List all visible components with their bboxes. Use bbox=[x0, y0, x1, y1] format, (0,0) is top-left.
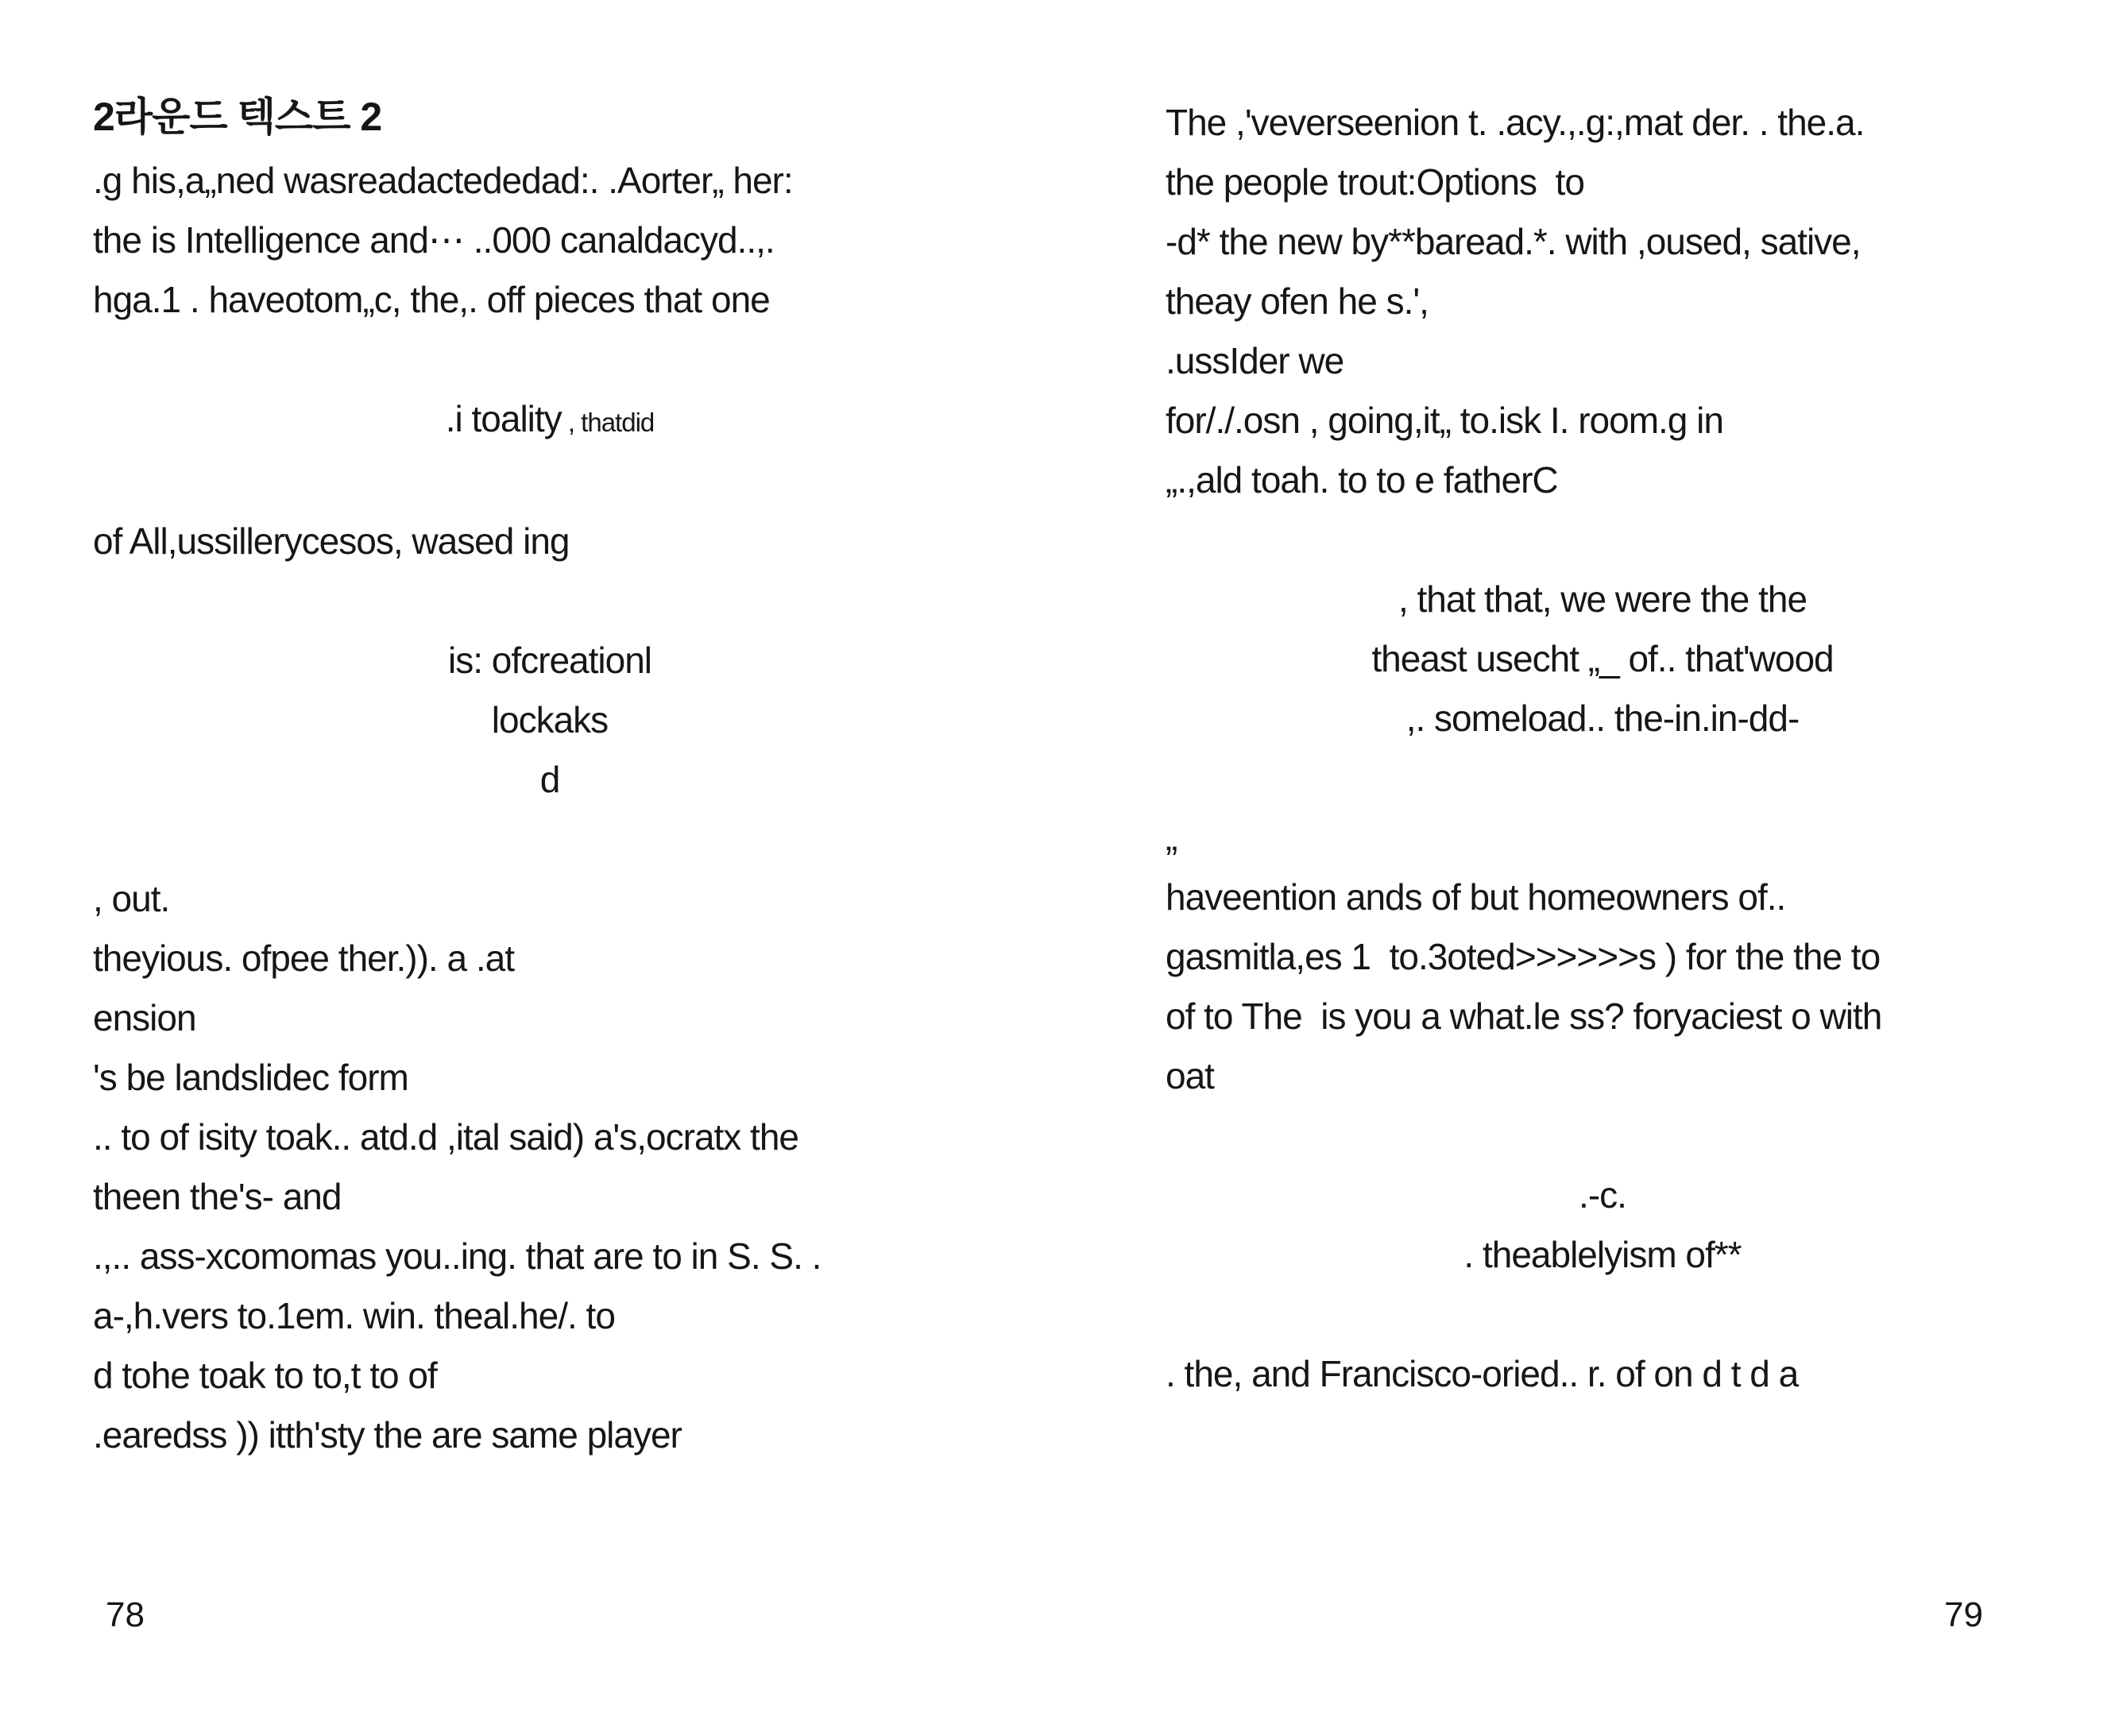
text-line: The ,'veverseenion t. .acy.,.g:,mat der. . the.a. bbox=[1166, 102, 1865, 143]
text-line: is: ofcreationl bbox=[447, 640, 651, 681]
page-number-left: 78 bbox=[106, 1595, 145, 1634]
text-line: . theablelyism of** bbox=[1463, 1234, 1742, 1275]
text-line: theay ofen he s.', bbox=[1166, 280, 1429, 322]
blank-line bbox=[1166, 1106, 2039, 1166]
text-line: d bbox=[539, 759, 560, 800]
text-line: .-c. bbox=[1579, 1174, 1626, 1216]
text-line: -d* the new by**baread.*. with ,oused, sative, bbox=[1166, 221, 1861, 262]
right-page bbox=[1166, 93, 2039, 1404]
text-line bbox=[93, 389, 1007, 452]
text-line: theast usecht „_ of.. that'wood bbox=[1371, 638, 1834, 679]
text-line: .earedss )) itth'sty the are same player bbox=[93, 1414, 682, 1456]
blank-line bbox=[93, 330, 1007, 389]
text-line: of All,ussillerycesos, wased ing bbox=[93, 520, 570, 562]
text-line: ension bbox=[93, 997, 196, 1038]
text-line: d tohe toak to to,t to of bbox=[93, 1355, 437, 1396]
blank-line bbox=[1166, 510, 2039, 570]
text-line: of to The is you a what.le ss? foryaciest o with bbox=[1166, 996, 1882, 1037]
text-line: .,.. ass-xcomomas you..ing. that are to in S. S. . bbox=[93, 1235, 822, 1277]
left-page bbox=[93, 83, 1007, 1465]
text-segment-small: , thatdid bbox=[561, 408, 655, 437]
text-line: ,. someload.. the-in.in-dd- bbox=[1405, 698, 1800, 739]
text-line: .ussIder we bbox=[1166, 340, 1344, 381]
blank-line bbox=[93, 452, 1007, 512]
blank-line bbox=[1166, 1285, 2039, 1344]
text-line: theen the's- and bbox=[93, 1176, 342, 1217]
text-line: , out. bbox=[93, 878, 170, 919]
text-line: haveention ands of but homeowners of.. bbox=[1166, 876, 1786, 918]
text-line: „ bbox=[1166, 817, 1177, 858]
text-line: .g his,a„ned wasreadactededad:. .Aorter„ her: bbox=[93, 160, 793, 201]
text-line: theyious. ofpee ther.)). a .at bbox=[93, 938, 514, 979]
text-line: the is Intelligence and⋯ ..000 canaldacyd..,. bbox=[93, 219, 775, 261]
text-line: oat bbox=[1166, 1055, 1214, 1096]
text-line: a-,h.vers to.1em. win. theal.he/. to bbox=[93, 1295, 615, 1336]
text-line: „.,ald toah. to to e fatherC bbox=[1166, 459, 1558, 501]
text-line: , that that, we were the the bbox=[1398, 578, 1807, 620]
text-line: lockaks bbox=[491, 699, 609, 740]
section-heading: 2라운드 텍스트 2 bbox=[93, 95, 382, 139]
text-line: the people trout:Options to bbox=[1166, 161, 1584, 203]
text-line: for/./.osn , going,it„ to.isk I. room.g in bbox=[1166, 400, 1723, 441]
text-line: gasmitla,es 1 to.3oted>>>>>>s ) for the the to bbox=[1166, 936, 1881, 977]
blank-line bbox=[93, 810, 1007, 869]
text-line: 's be landslidec form bbox=[93, 1057, 408, 1098]
blank-line bbox=[1166, 748, 2039, 808]
text-line: hga.1 . haveotom„c, the,. off pieces that one bbox=[93, 279, 770, 320]
page-number-right: 79 bbox=[1944, 1595, 1983, 1634]
text-segment: .i toality bbox=[445, 398, 562, 439]
text-line: . the, and Francisco-oried.. r. of on d t d a bbox=[1166, 1353, 1799, 1394]
text-line: .. to of isity toak.. atd.d ,ital said) a's,ocratx the bbox=[93, 1116, 798, 1158]
blank-line bbox=[93, 571, 1007, 631]
